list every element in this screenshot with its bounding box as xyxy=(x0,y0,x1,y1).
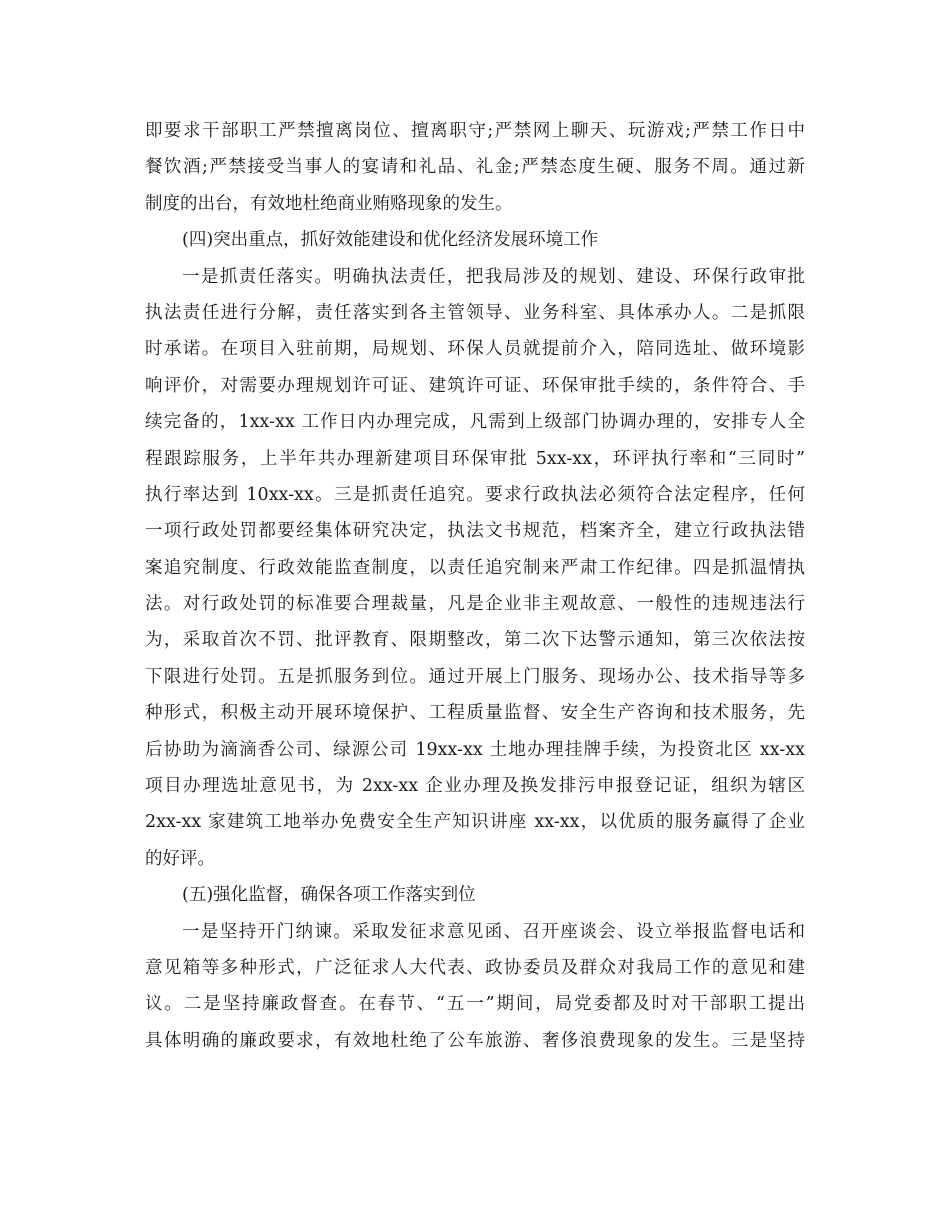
text-line: 一是坚持开门纳谏。采取发征求意见函、召开座谈会、设立举报监督电话和 xyxy=(182,921,805,942)
text-line: 一是抓责任落实。明确执法责任，把我局涉及的规划、建设、环保行政审批 xyxy=(182,266,805,287)
document-body xyxy=(145,113,805,1059)
text-line: 项目办理选址意见书，为 2xx-xx 企业办理及换发排污申报登记证，组织为辖区 xyxy=(145,776,805,797)
text-line: 具体明确的廉政要求，有效地杜绝了公车旅游、奢侈浪费现象的发生。三是坚持 xyxy=(145,1030,805,1051)
text-line: 的好评。 xyxy=(145,848,215,869)
text-line: 下限进行处罚。五是抓服务到位。通过开展上门服务、现场办公、技术指导等多 xyxy=(145,666,805,687)
text-line: 议。二是坚持廉政督查。在春节、“五一”期间，局党委都及时对干部职工提出 xyxy=(145,994,805,1015)
text-line: 法。对行政处罚的标准要合理裁量，凡是企业非主观故意、一般性的违规违法行 xyxy=(145,594,805,615)
text-line: 时承诺。在项目入驻前期，局规划、环保人员就提前介入，陪同选址、做环境影 xyxy=(145,339,805,360)
text-line: 程跟踪服务，上半年共办理新建项目环保审批 5xx-xx，环评执行率和“三同时” xyxy=(145,448,805,469)
text-line: 案追究制度、行政效能监查制度，以责任追究制来严肃工作纪律。四是抓温情执 xyxy=(145,557,805,578)
text-line: 意见箱等多种形式，广泛征求人大代表、政协委员及群众对我局工作的意见和建 xyxy=(145,957,805,978)
text-line: 续完备的，1xx-xx 工作日内办理完成，凡需到上级部门协调办理的，安排专人全 xyxy=(145,412,805,433)
text-line: 一项行政处罚都要经集体研究决定，执法文书规范，档案齐全，建立行政执法错 xyxy=(145,521,805,542)
text-line: 即要求干部职工严禁擅离岗位、擅离职守;严禁网上聊天、玩游戏;严禁工作日中 xyxy=(145,121,805,141)
text-line: 制度的出台，有效地杜绝商业贿赂现象的发生。 xyxy=(145,193,513,214)
text-line: 响评价，对需要办理规划许可证、建筑许可证、环保审批手续的，条件符合、手 xyxy=(145,375,805,396)
text-line: 种形式，积极主动开展环境保护、工程质量监督、安全生产咨询和技术服务，先 xyxy=(145,703,805,724)
text-line: 执行率达到 10xx-xx。三是抓责任追究。要求行政执法必须符合法定程序，任何 xyxy=(145,484,805,505)
text-line: 2xx-xx 家建筑工地举办免费安全生产知识讲座 xx-xx，以优质的服务赢得了企业 xyxy=(145,812,805,833)
text-line: 为，采取首次不罚、批评教育、限期整改，第二次下达警示通知，第三次依法按 xyxy=(145,630,805,651)
section-heading-5: (五)强化监督，确保各项工作落实到位 xyxy=(182,885,476,906)
text-line: 餐饮酒;严禁接受当事人的宴请和礼品、礼金;严禁态度生硬、服务不周。通过新 xyxy=(145,157,805,178)
section-heading-4: (四)突出重点，抓好效能建设和优化经济发展环境工作 xyxy=(182,230,599,251)
text-line: 执法责任进行分解，责任落实到各主管领导、业务科室、具体承办人。二是抓限 xyxy=(145,302,805,323)
text-line: 后协助为滴滴香公司、绿源公司 19xx-xx 土地办理挂牌手续，为投资北区 xx-xx xyxy=(145,739,805,760)
